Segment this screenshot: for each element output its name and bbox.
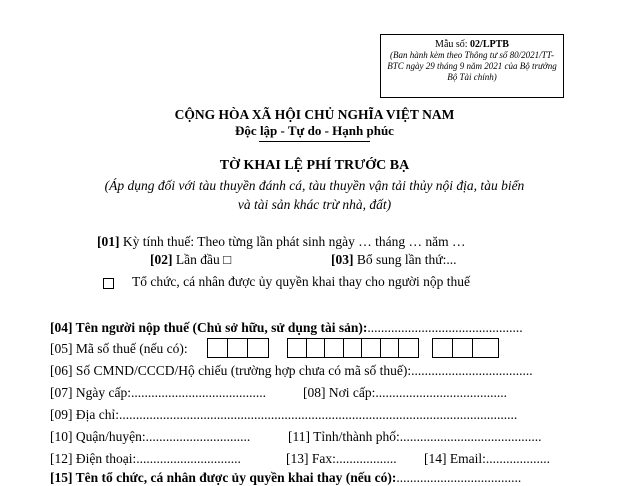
email-field[interactable]: [14] Email:...................: [424, 451, 550, 466]
authorized-label: Tổ chức, cá nhân được ủy quyền khai thay cho người nộp thuế: [132, 274, 471, 289]
document-title: TỜ KHAI LỆ PHÍ TRƯỚC BẠ: [219, 158, 410, 173]
motto: Độc lập - Tự do - Hạnh phúc: [235, 123, 394, 138]
province-field[interactable]: [11] Tỉnh/thành phố:..........................................: [288, 429, 542, 444]
id-number-field[interactable]: [06] Số CMND/CCCD/Hộ chiếu (trường hợp chưa có mã số thuế):....................................: [50, 363, 533, 378]
authorized-checkbox[interactable]: [103, 276, 114, 294]
form-code: Mẫu số: 02/LPTB: [435, 39, 509, 50]
district-field[interactable]: [10] Quận/huyện:...............................: [50, 429, 251, 444]
form-legal-note: (Ban hành kèm theo Thông tư số 80/2021/TT-BTC ngày 29 tháng 9 năm 2021 của Bộ trưởng Bộ Tài chính): [387, 50, 557, 82]
document-subtitle-line2: và tài sản khác trừ nhà, đất): [237, 197, 392, 212]
supplement-field[interactable]: [03] Bổ sung lần thứ:...: [331, 252, 457, 267]
tax-code-boxes-1[interactable]: [207, 338, 269, 358]
authorized-party-field[interactable]: [15] Tên tổ chức, cá nhân được ủy quyền khai thay (nếu có):.....................................: [50, 470, 522, 485]
address-field[interactable]: [09] Địa chỉ:......................................................................................................................: [50, 407, 518, 422]
tax-code-boxes-2[interactable]: [287, 338, 419, 358]
first-time-field[interactable]: [02] Lần đầu □: [150, 252, 232, 267]
tax-code-boxes-3[interactable]: [432, 338, 499, 358]
motto-underline: [259, 141, 370, 142]
document-subtitle-line1: (Áp dụng đối với tàu thuyền đánh cá, tàu thuyền vận tải thủy nội địa, tàu biển: [104, 178, 525, 193]
republic-heading: CỘNG HÒA XÃ HỘI CHỦ NGHĨA VIỆT NAM: [174, 107, 455, 122]
taxpayer-name-field[interactable]: [04] Tên người nộp thuế (Chủ sở hữu, sử dụng tài sản):..............................................: [50, 320, 523, 335]
issue-date-field[interactable]: [07] Ngày cấp:........................................: [50, 385, 266, 400]
phone-field[interactable]: [12] Điện thoại:...............................: [50, 451, 241, 466]
tax-code-label: [05] Mã số thuế (nếu có):: [50, 341, 188, 356]
issue-place-field[interactable]: [08] Nơi cấp:.......................................: [303, 385, 507, 400]
form-code-box: [380, 34, 564, 98]
tax-period-field: [01] Kỳ tính thuế: Theo từng lần phát sinh ngày … tháng … năm …: [97, 234, 466, 249]
fax-field[interactable]: [13] Fax:..................: [286, 451, 397, 466]
